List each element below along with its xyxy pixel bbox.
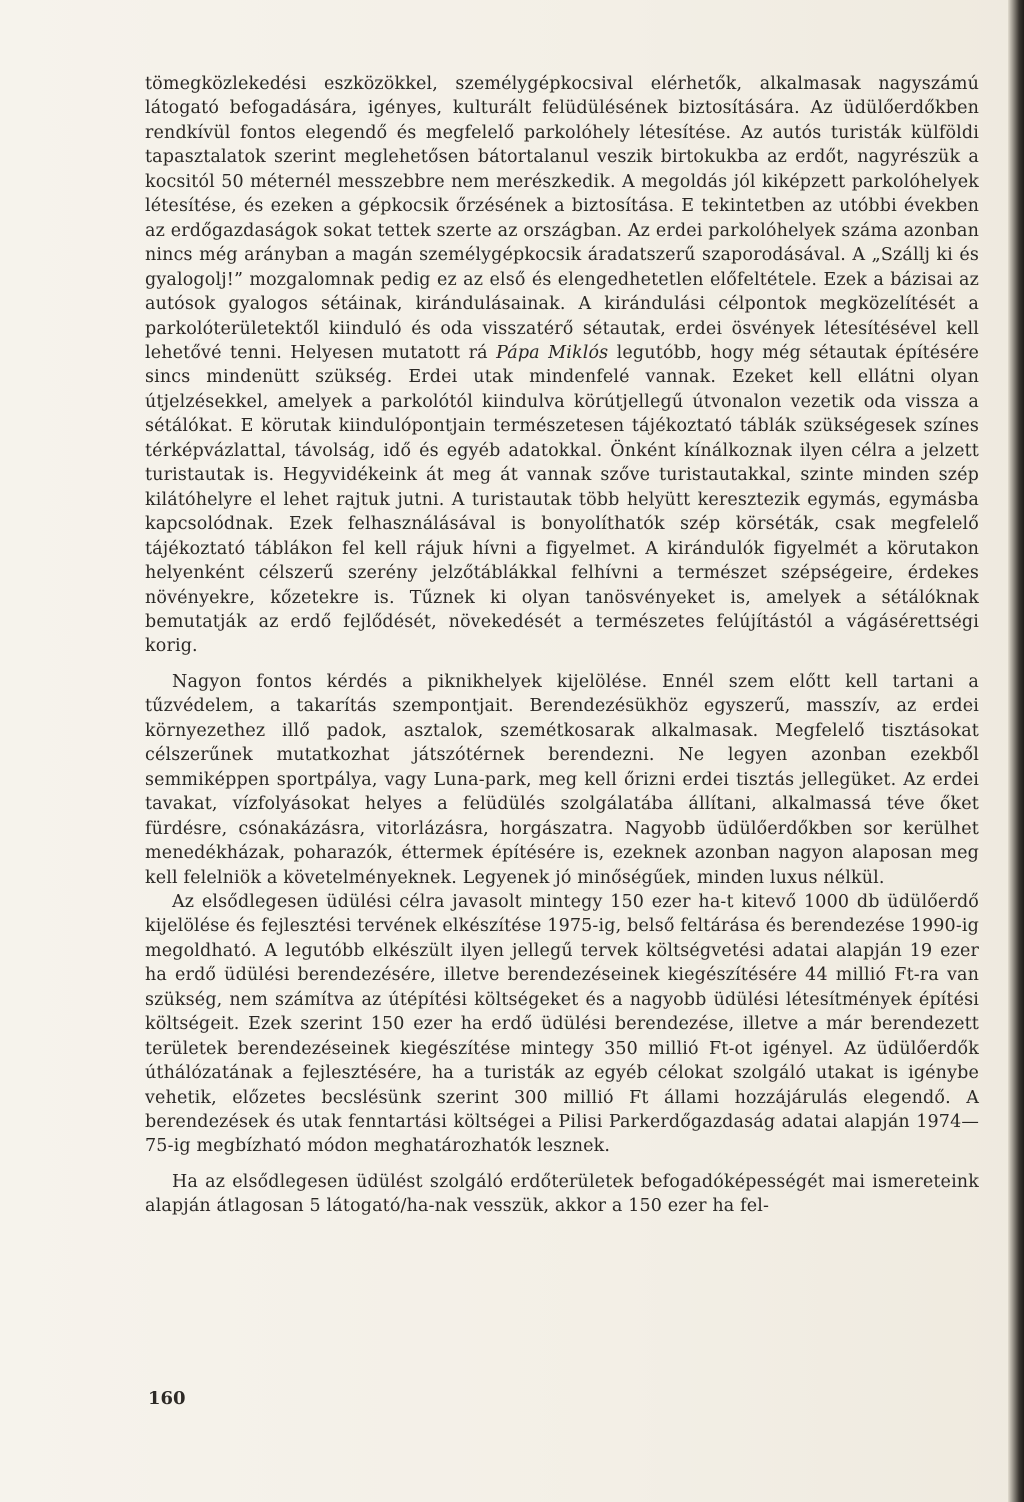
paragraph-1-text: tömegközlekedési eszközökkel, személygépkocsival elérhetők, alkalmasak nagyszámú látogató befogadására, igényes, kulturált felüdülésének biztosítására. Az üdülőerdőkben rendkívül fontos elegendő és megfelelő parkolóhely létesítése. Az autós turisták külföldi tapasztalatok szerint meglehetősen bátortalanul veszik birtokukba az erdőt, nagyrészük a kocsitól 50 méternél messzebbre nem merészkedik. A megoldás jól kiképzett parkolóhelyek létesítése, és ezeken a gépkocsik őrzésének a biztosítása. E tekintetben az utóbbi években az erdőgazdaságok sokat tettek szerte az országban. Az erdei parkolóhelyek száma azonban nincs még arányban a magán személygépkocsik áradatszerű szaporodásával. A „Szállj ki és gyalogolj!” mozgalomnak pedig ez az első és elengedhetetlen előfeltétele. Ezek a bázisai az autósok gyalogos sétáinak, kirándulásainak. A kirándulási célpontok megközelítését a parkolóterületektől kiinduló és oda visszatérő sétautak, erdei ösvények létesítésével kell lehetővé tenni. Helyesen mutatott rá bbox=[145, 74, 979, 363]
author-name: Pápa Miklós bbox=[496, 342, 609, 363]
paragraph-2: Nagyon fontos kérdés a piknikhelyek kijelölése. Ennél szem előtt kell tartani a tűzvédelem, a takarítás szempontjait. Berendezésükhöz egyszerű, masszív, az erdei környezethez illő padok, asztalok, szemétkosarak alkalmasak. Megfelelő tisztásokat célszerűnek mutatkozhat játszótérnek berendezni. Ne legyen azonban ezekből semmiképpen sportpálya, vagy Luna-park, meg kell őrizni erdei tisztás jellegüket. Az erdei tavakat, vízfolyásokat helyes a felüdülés szolgálatába állítani, alkalmassá téve őket fürdésre, csónakázásra, vitorlázásra, horgászatra. Nagyobb üdülőerdőkben sor kerülhet menedékházak, poharazók, éttermek építésére is, ezeknek azonban nagyon alaposan meg kell felelniök a követelményeknek. Legyenek jó minőségűek, minden luxus nélkül. bbox=[145, 671, 979, 888]
paragraph-1 bbox=[145, 72, 979, 659]
paragraph-4: Ha az elsődlegesen üdülést szolgáló erdőterületek befogadóképességét mai ismereteink alapján átlagosan 5 látogató/ha-nak vesszük, akkor a 150 ezer ha fel- bbox=[145, 1171, 979, 1217]
page-number: 160 bbox=[148, 1388, 186, 1409]
body-text bbox=[145, 72, 979, 1219]
paragraph-3: Az elsődlegesen üdülési célra javasolt mintegy 150 ezer ha-t kitevő 1000 db üdülőerdő kijelölése és fejlesztési tervének elkészítése 1975-ig, belső feltárása és berendezése 1990-ig megoldható. A legutóbb elkészült ilyen jellegű tervek költségvetési adatai alapján 19 ezer ha erdő üdülési berendezésére, illetve berendezéseinek kiegészítésére 44 millió Ft-ra van szükség, nem számítva az útépítési költségeket és a nagyobb üdülési létesítmények építési költségeit. Ezek szerint 150 ezer ha erdő üdülési berendezése, illetve a már berendezett területek berendezéseinek kiegészítése mintegy 350 millió Ft-ot igényel. Az üdülőerdők úthálózatának a fejlesztésére, ha a turisták az egyéb célokat szolgáló utakat is igénybe vehetik, előzetes becslésünk szerint 300 millió Ft állami hozzájárulás elegendő. A berendezések és utak fenntartási költségei a Pilisi Parkerdőgazdaság adatai alapján 1974—75-ig megbízható módon meghatározhatók lesznek. bbox=[145, 891, 979, 1157]
paragraph-1-text-cont: legutóbb, hogy még sétautak építésére sincs mindenütt szükség. Erdei utak mindenfelé vannak. Ezeket kell ellátni olyan útjelzésekkel, amelyek a parkolótól kiindulva körútjellegű útvonalon vezetik oda vissza a sétálókat. E körutak kiindulópontjain természetesen tájékoztató táblák szükségesek színes térképvázlattal, távolság, idő és egyéb adatokkal. Önként kínálkoznak ilyen célra a jelzett turistautak is. Hegyvidékeink át meg át vannak szőve turistautakkal, szinte minden szép kilátóhelyre el lehet rajtuk jutni. A turistautak több helyütt keresztezik egymás, egymásba kapcsolódnak. Ezek felhasználásával is bonyolíthatók szép körséták, csak megfelelő tájékoztató táblákon fel kell rájuk hívni a figyelmet. A kirándulók figyelmét a körutakon helyenként célszerű szerény jelzőtáblákkal felhívni a természet szépségeire, érdekes növényekre, kőzetekre is. Tűznek ki olyan tanösvényeket is, amelyek a sétálóknak bemutatják az erdő fejlődését, növekedését a természetes felújítástól a vágásérettségi korig. bbox=[145, 342, 979, 657]
page-edge-shadow bbox=[1008, 0, 1024, 1502]
